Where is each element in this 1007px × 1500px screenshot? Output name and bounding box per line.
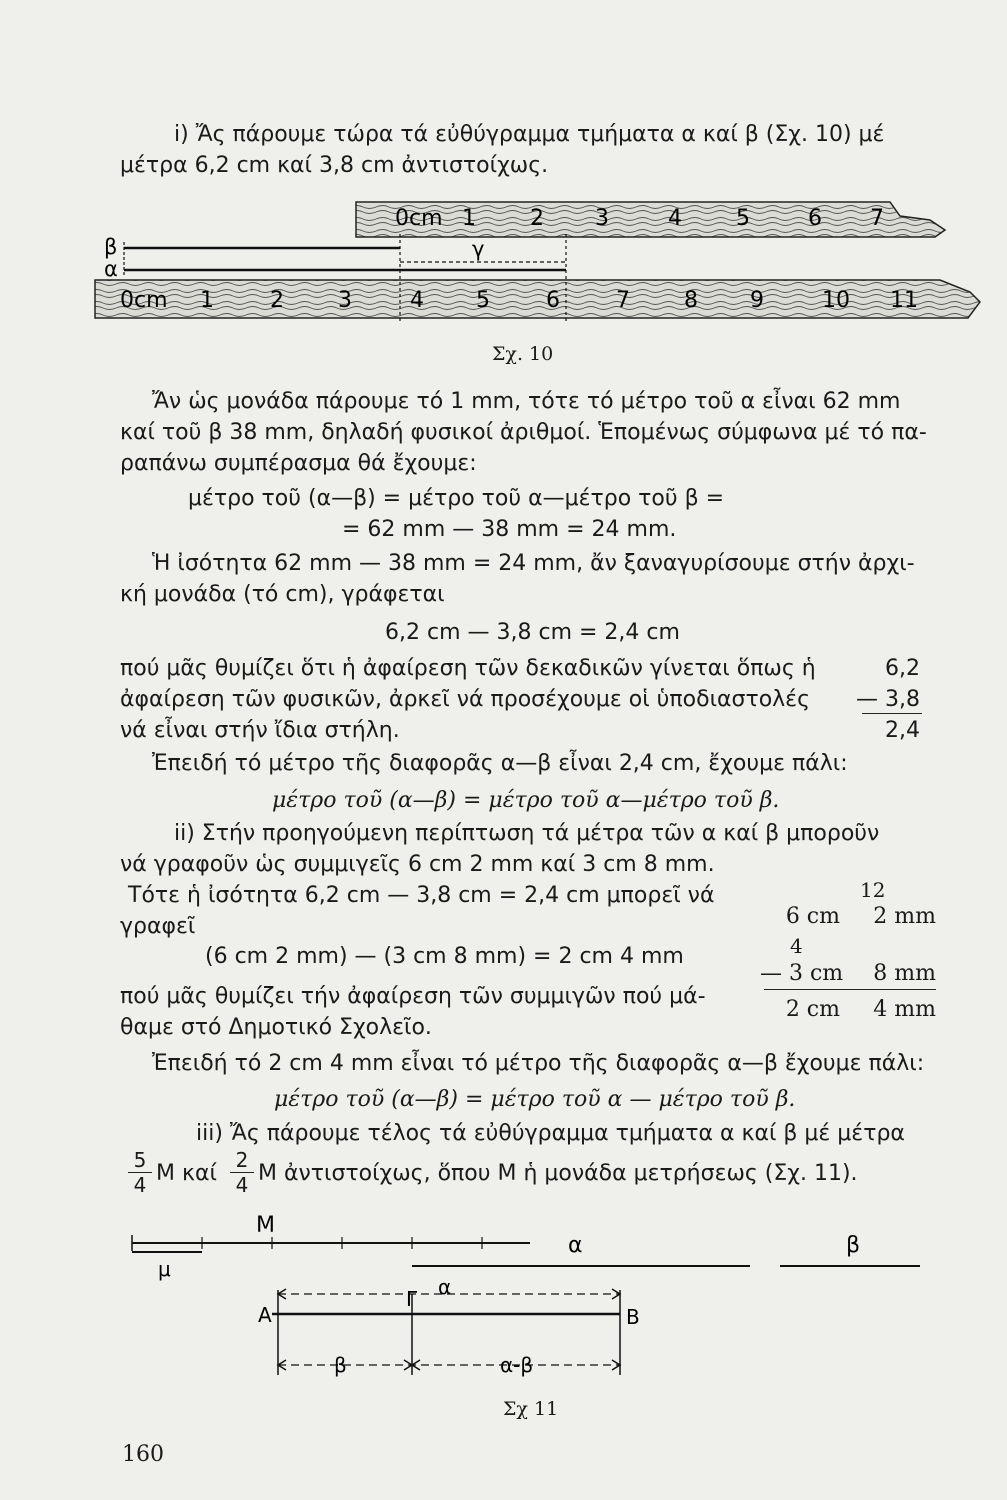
figure-caption: Σχ. 10 — [492, 343, 554, 365]
text-line: Μ καί — [156, 1161, 217, 1186]
equation: μέτρο τοῦ (α—β) = μέτρο τοῦ α—μέτρο τοῦ β = — [188, 486, 725, 511]
arrow-label-alpha: α — [438, 1275, 452, 1299]
column-value: 2,4 — [885, 718, 920, 743]
equation: (6 cm 2 mm) — (3 cm 8 mm) = 2 cm 4 mm — [205, 944, 684, 969]
mixed-value: 2 cm — [785, 997, 840, 1022]
fraction-5-4: 5 4 — [128, 1148, 152, 1197]
top-ruler-label: 0cm — [395, 206, 443, 231]
mixed-value: 8 mm — [873, 961, 936, 986]
column-value: 6,2 — [885, 656, 920, 681]
bottom-ruler-label: 7 — [616, 288, 630, 313]
borrow-note: 4 — [790, 934, 803, 958]
label-mu: μ — [158, 1257, 171, 1281]
text-line: Μ ἀντιστοίχως, ὅπου Μ ἡ μονάδα μετρήσεως (Σχ. 11). — [258, 1161, 858, 1186]
label-beta: β — [846, 1233, 861, 1258]
segment-label-gamma: γ — [472, 237, 485, 261]
equation: μέτρο τοῦ (α—β) = μέτρο τοῦ α — μέτρο τοῦ β. — [274, 1087, 796, 1112]
text-line: πού μᾶς θυμίζει ὅτι ἡ ἀφαίρεση τῶν δεκαδικῶν γίνεται ὅπως ἡ — [120, 656, 816, 681]
equation: = 62 mm — 38 mm = 24 mm. — [342, 517, 677, 542]
page-number: 160 — [122, 1442, 164, 1467]
text-line: Ἐπειδή τό 2 cm 4 mm εἶναι τό μέτρο τῆς διαφορᾶς α—β ἔχουμε πάλι: — [152, 1051, 925, 1076]
text-line: Ἐπειδή τό μέτρο τῆς διαφορᾶς α—β εἶναι 2,4 cm, ἔχουμε πάλι: — [152, 751, 848, 776]
label-alpha: α — [568, 1233, 583, 1258]
label-B: Β — [626, 1305, 640, 1329]
text-line: θαμε στό Δημοτικό Σχολεῖο. — [120, 1015, 432, 1040]
text-line: ii) Στήν προηγούμενη περίπτωση τά μέτρα τῶν α καί β μποροῦν — [174, 821, 880, 846]
bottom-ruler-label: 2 — [270, 288, 284, 313]
text-line: Ἄν ὡς μονάδα πάρουμε τό 1 mm, τότε τό μέτρο τοῦ α εἶναι 62 mm — [152, 389, 901, 414]
figure-caption: Σχ 11 — [503, 1398, 559, 1420]
text-line: γραφεῖ — [120, 914, 196, 939]
text-line: νά εἶναι στήν ἴδια στήλη. — [120, 718, 400, 743]
text-line: ραπάνω συμπέρασμα θά ἔχουμε: — [120, 451, 477, 476]
bottom-ruler-label: 10 — [822, 288, 850, 313]
top-ruler-label: 4 — [668, 206, 682, 231]
top-ruler-label: 6 — [808, 206, 822, 231]
top-ruler-label: 2 — [530, 206, 544, 231]
arrow-label-diff: α-β — [500, 1353, 534, 1377]
equation: 6,2 cm — 3,8 cm = 2,4 cm — [385, 620, 680, 645]
bottom-ruler-label: 8 — [684, 288, 698, 313]
bottom-ruler-label: 4 — [410, 288, 424, 313]
equation: μέτρο τοῦ (α—β) = μέτρο τοῦ α—μέτρο τοῦ β. — [272, 788, 780, 813]
text-line: Τότε ἡ ἰσότητα 6,2 cm — 3,8 cm = 2,4 cm μπορεῖ νά — [128, 883, 715, 908]
text-line: iii) Ἄς πάρουμε τέλος τά εὐθύγραμμα τμήματα α καί β μέ μέτρα — [196, 1121, 905, 1146]
text-line: μέτρα 6,2 cm καί 3,8 cm ἀντιστοίχως. — [120, 153, 549, 178]
bottom-ruler-label: 3 — [338, 288, 352, 313]
borrow-note: 12 — [860, 878, 886, 902]
top-ruler-label: 1 — [462, 206, 476, 231]
fraction-2-4: 2 4 — [230, 1148, 254, 1197]
column-rule — [862, 713, 922, 714]
text-line: καί τοῦ β 38 mm, δηλαδή φυσικοί ἀριθμοί. Ἑπομένως σύμφωνα μέ τό πα- — [120, 420, 927, 445]
label-M: Μ — [256, 1213, 275, 1238]
text-line: κή μονάδα (τό cm), γράφεται — [120, 582, 445, 607]
bottom-ruler-label: 9 — [750, 288, 764, 313]
text-line: πού μᾶς θυμίζει τήν ἀφαίρεση τῶν συμμιγῶν πού μά- — [120, 984, 706, 1009]
bottom-ruler-label: 5 — [476, 288, 490, 313]
mixed-value: — 3 cm — [760, 961, 844, 986]
top-ruler-label: 3 — [595, 206, 609, 231]
arrow-label-beta: β — [334, 1353, 347, 1377]
text-line: i) Ἄς πάρουμε τώρα τά εὐθύγραμμα τμήματα α καί β (Σχ. 10) μέ — [174, 122, 885, 147]
top-ruler-label: 7 — [870, 206, 884, 231]
text-line: Ἡ ἰσότητα 62 mm — 38 mm = 24 mm, ἄν ξαναγυρίσουμε στήν ἀρχι- — [152, 551, 915, 576]
label-Gamma: Γ — [406, 1287, 418, 1311]
column-value: — 3,8 — [856, 687, 920, 712]
top-ruler — [356, 202, 945, 237]
text-line: ἀφαίρεση τῶν φυσικῶν, ἀρκεῖ νά προσέχουμε οἱ ὑποδιαστολές — [120, 687, 810, 712]
mixed-value: 4 mm — [873, 997, 936, 1022]
figure-11 — [120, 1210, 940, 1410]
bottom-ruler-label: 6 — [546, 288, 560, 313]
mixed-value: 2 mm — [873, 904, 936, 929]
bottom-ruler-label: 1 — [200, 288, 214, 313]
segment-label-beta: β — [104, 235, 118, 259]
label-A: Α — [258, 1303, 272, 1327]
mixed-value: 6 cm — [785, 904, 840, 929]
bottom-ruler-label: 11 — [890, 288, 918, 313]
top-ruler-label: 5 — [736, 206, 750, 231]
text-line: νά γραφοῦν ὡς συμμιγεῖς 6 cm 2 mm καί 3 cm 8 mm. — [120, 852, 715, 877]
segment-label-alpha: α — [104, 257, 118, 281]
mixed-rule — [764, 989, 936, 990]
bottom-ruler-label: 0cm — [120, 288, 168, 313]
